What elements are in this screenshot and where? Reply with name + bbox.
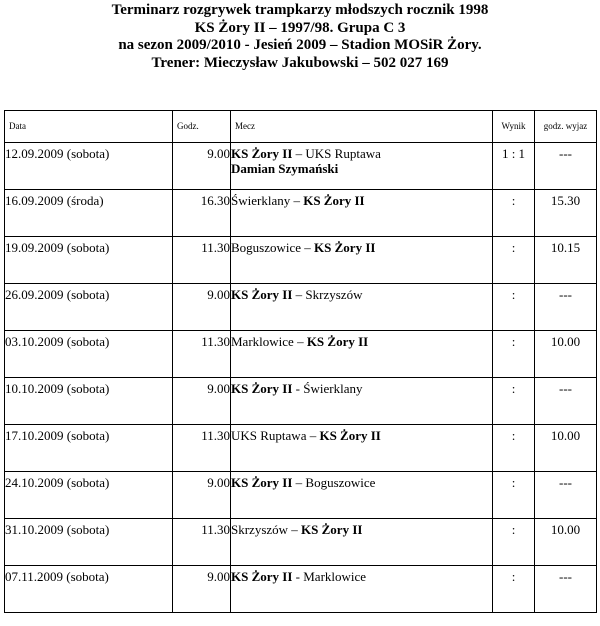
table-header-row xyxy=(5,111,597,143)
home-team: KS Żory II xyxy=(231,381,293,396)
header-coach: Trener: Mieczysław Jakubowski – 502 027 169 xyxy=(151,54,449,71)
header-season: na sezon 2009/2010 - Jesień 2009 – Stadion MOSiR Żory. xyxy=(118,37,482,53)
match-date: 03.10.2009 (sobota) xyxy=(5,331,173,378)
away-team: KS Żory II xyxy=(306,334,369,349)
match-result: : xyxy=(493,425,535,472)
match-time: 11.30 xyxy=(173,519,231,566)
match-result: : xyxy=(493,378,535,425)
away-team: KS Żory II xyxy=(303,193,365,208)
team-separator: – xyxy=(301,240,315,255)
departure-time: 10.00 xyxy=(535,425,597,472)
match-cell xyxy=(231,425,493,472)
column-header-time: Godz. xyxy=(173,111,231,143)
match-cell xyxy=(231,237,493,284)
match-time: 9.00 xyxy=(173,143,231,190)
away-team: Marklowice xyxy=(303,569,367,584)
match-time: 9.00 xyxy=(173,566,231,613)
home-team: KS Żory II xyxy=(231,569,293,584)
departure-time: --- xyxy=(535,284,597,331)
team-separator: - xyxy=(292,569,304,584)
team-separator: – xyxy=(293,334,307,349)
match-result: 1 : 1 xyxy=(493,143,535,190)
match-cell xyxy=(231,284,493,331)
match-time: 11.30 xyxy=(173,331,231,378)
departure-time: 10.00 xyxy=(535,331,597,378)
departure-time: --- xyxy=(535,378,597,425)
departure-time: --- xyxy=(535,143,597,190)
team-separator: - xyxy=(292,381,304,396)
match-date: 10.10.2009 (sobota) xyxy=(5,378,173,425)
match-cell xyxy=(231,378,493,425)
away-team: Skrzyszów xyxy=(305,287,363,302)
match-cell xyxy=(231,190,493,237)
team-separator: – xyxy=(290,193,304,208)
table-row xyxy=(5,425,597,472)
match-time: 16.30 xyxy=(173,190,231,237)
match-cell xyxy=(231,472,493,519)
match-date: 17.10.2009 (sobota) xyxy=(5,425,173,472)
table-row xyxy=(5,519,597,566)
table-row xyxy=(5,566,597,613)
match-note: Damian Szymański xyxy=(231,161,339,176)
match-cell xyxy=(231,519,493,566)
match-cell xyxy=(231,143,493,190)
match-cell xyxy=(231,566,493,613)
table-row xyxy=(5,190,597,237)
table-row xyxy=(5,237,597,284)
table-row xyxy=(5,284,597,331)
match-result: : xyxy=(493,566,535,613)
match-time: 9.00 xyxy=(173,378,231,425)
departure-time: 15.30 xyxy=(535,190,597,237)
home-team: KS Żory II xyxy=(231,287,293,302)
match-result: : xyxy=(493,190,535,237)
match-date: 16.09.2009 (środa) xyxy=(5,190,173,237)
table-row xyxy=(5,472,597,519)
departure-time: 10.00 xyxy=(535,519,597,566)
match-time: 9.00 xyxy=(173,284,231,331)
match-result: : xyxy=(493,237,535,284)
match-result: : xyxy=(493,331,535,378)
match-date: 24.10.2009 (sobota) xyxy=(5,472,173,519)
away-team: KS Żory II xyxy=(314,240,376,255)
column-header-match: Mecz xyxy=(231,111,493,143)
match-date: 07.11.2009 (sobota) xyxy=(5,566,173,613)
match-date: 31.10.2009 (sobota) xyxy=(5,519,173,566)
team-separator: – xyxy=(292,146,306,161)
team-separator: – xyxy=(306,428,320,443)
table-row xyxy=(5,378,597,425)
table-row xyxy=(5,331,597,378)
match-time: 11.30 xyxy=(173,425,231,472)
column-header-result: Wynik xyxy=(493,111,535,143)
header-team: KS Żory II – 1997/98. Grupa C 3 xyxy=(194,19,406,36)
away-team: Świerklany xyxy=(303,381,363,396)
match-result: : xyxy=(493,519,535,566)
home-team: KS Żory II xyxy=(231,475,293,490)
away-team: KS Żory II xyxy=(301,522,363,537)
match-date: 19.09.2009 (sobota) xyxy=(5,237,173,284)
document-header xyxy=(0,2,600,72)
departure-time: --- xyxy=(535,566,597,613)
home-team: Skrzyszów xyxy=(231,522,289,537)
match-result: : xyxy=(493,284,535,331)
schedule-rows xyxy=(5,143,597,613)
home-team: Boguszowice xyxy=(231,240,302,255)
column-header-date: Data xyxy=(5,111,173,143)
match-date: 26.09.2009 (sobota) xyxy=(5,284,173,331)
match-result: : xyxy=(493,472,535,519)
home-team: Marklowice xyxy=(231,334,294,349)
schedule-table xyxy=(4,110,597,613)
header-title: Terminarz rozgrywek trampkarzy młodszych rocznik 1998 xyxy=(111,2,489,18)
column-header-departure: godz. wyjaz xyxy=(535,111,597,143)
home-team: KS Żory II xyxy=(231,146,293,161)
match-time: 11.30 xyxy=(173,237,231,284)
match-date: 12.09.2009 (sobota) xyxy=(5,143,173,190)
match-time: 9.00 xyxy=(173,472,231,519)
departure-time: --- xyxy=(535,472,597,519)
home-team: UKS Ruptawa xyxy=(231,428,307,443)
table-row xyxy=(5,143,597,190)
match-cell xyxy=(231,331,493,378)
team-separator: – xyxy=(292,475,306,490)
team-separator: – xyxy=(288,522,302,537)
away-team: UKS Ruptawa xyxy=(305,146,381,161)
away-team: KS Żory II xyxy=(319,428,381,443)
team-separator: – xyxy=(292,287,306,302)
home-team: Świerklany xyxy=(231,193,291,208)
departure-time: 10.15 xyxy=(535,237,597,284)
away-team: Boguszowice xyxy=(305,475,376,490)
